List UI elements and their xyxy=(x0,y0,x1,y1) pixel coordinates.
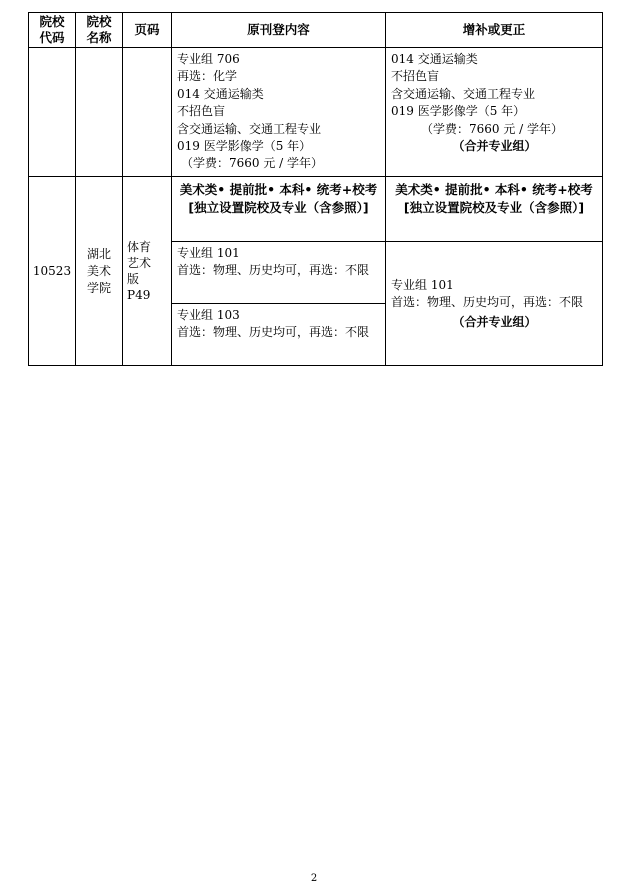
merge-note: （合并专业组） xyxy=(452,314,537,329)
header-school-code: 院校 代码 xyxy=(29,13,76,48)
header-school-name: 院校 名称 xyxy=(76,13,123,48)
table-row xyxy=(29,177,603,242)
group-101-original: 专业组 101 首选：物理、历史均可，再选：不限 xyxy=(172,242,386,304)
group-correction: 专业组 101 首选：物理、历史均可，再选：不限 （合并专业组） xyxy=(386,242,603,366)
row1-code xyxy=(29,48,76,177)
category-correction: 美术类• 提前批• 本科• 统考+校考[独立设置院校及专业（含参照）] xyxy=(386,177,603,242)
category-original: 美术类• 提前批• 本科• 统考+校考[独立设置院校及专业（含参照）] xyxy=(172,177,386,242)
group-103-original: 专业组 103 首选：物理、历史均可，再选：不限 xyxy=(172,304,386,366)
merge-note: （合并专业组） xyxy=(452,139,537,154)
row1-correction: 014 交通运输类 不招色盲 含交通运输、交通工程专业 019 医学影像学（5 年） （学费：7660 元 / 学年） （合并专业组） xyxy=(386,48,603,177)
row1-name xyxy=(76,48,123,177)
header-page: 页码 xyxy=(123,13,172,48)
header-original: 原刊登内容 xyxy=(172,13,386,48)
page-ref: 体育 艺术 版 P49 xyxy=(123,177,172,366)
page-number: 2 xyxy=(310,873,318,884)
school-code: 10523 xyxy=(29,177,76,366)
correction-table xyxy=(28,12,603,366)
row1-original: 专业组 706 再选：化学 014 交通运输类 不招色盲 含交通运输、交通工程专业 019 医学影像学（5 年） （学费：7660 元 / 学年） xyxy=(172,48,386,177)
table-row xyxy=(29,48,603,177)
header-correction: 增补或更正 xyxy=(386,13,603,48)
row1-page xyxy=(123,48,172,177)
table-header-row xyxy=(29,13,603,48)
school-name: 湖北 美术 学院 xyxy=(76,177,123,366)
